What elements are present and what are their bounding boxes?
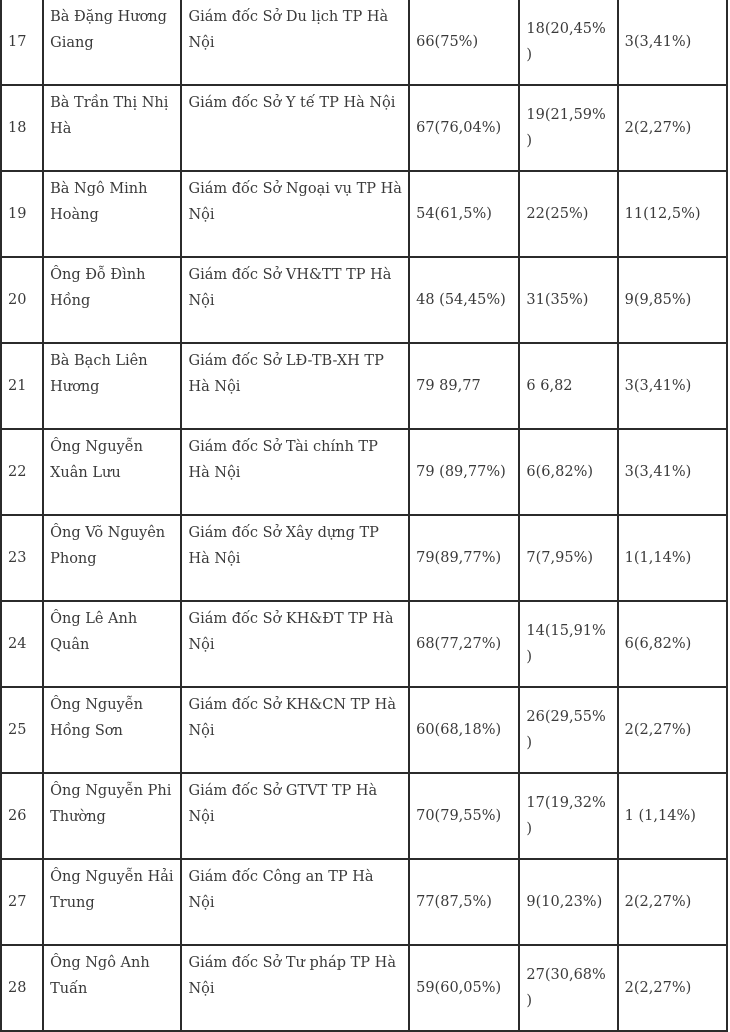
official-position: Giám đốc Sở Ngoại vụ TP Hà Nội <box>181 171 409 257</box>
vote-low-confidence: 6(6,82%) <box>618 601 727 687</box>
table-row <box>1 0 727 85</box>
vote-low-confidence: 3(3,41%) <box>618 343 727 429</box>
official-position: Giám đốc Sở Y tế TP Hà Nội <box>181 85 409 171</box>
vote-high-confidence: 68(77,27%) <box>409 601 519 687</box>
results-table-body <box>1 0 727 1031</box>
official-name: Ông Nguyễn Phi Thường <box>43 773 181 859</box>
vote-high-confidence: 79 (89,77%) <box>409 429 519 515</box>
row-number: 20 <box>1 257 43 343</box>
table-row <box>1 601 727 687</box>
official-position: Giám đốc Sở LĐ-TB-XH TP Hà Nội <box>181 343 409 429</box>
vote-confidence: 22(25%) <box>519 171 617 257</box>
vote-confidence: 19(21,59%) <box>519 85 617 171</box>
official-position: Giám đốc Công an TP Hà Nội <box>181 859 409 945</box>
official-name: Bà Bạch Liên Hương <box>43 343 181 429</box>
vote-confidence: 27(30,68%) <box>519 945 617 1031</box>
vote-low-confidence: 11(12,5%) <box>618 171 727 257</box>
official-name: Ông Nguyễn Xuân Lưu <box>43 429 181 515</box>
vote-high-confidence: 54(61,5%) <box>409 171 519 257</box>
row-number: 26 <box>1 773 43 859</box>
vote-confidence: 14(15,91%) <box>519 601 617 687</box>
official-name: Ông Nguyễn Hải Trung <box>43 859 181 945</box>
official-position: Giám đốc Sở Tư pháp TP Hà Nội <box>181 945 409 1031</box>
vote-confidence: 31(35%) <box>519 257 617 343</box>
official-name: Ông Lê Anh Quân <box>43 601 181 687</box>
vote-confidence: 6 6,82 <box>519 343 617 429</box>
official-name: Bà Đặng Hương Giang <box>43 0 181 85</box>
official-name: Ông Nguyễn Hồng Sơn <box>43 687 181 773</box>
official-position: Giám đốc Sở Tài chính TP Hà Nội <box>181 429 409 515</box>
vote-low-confidence: 2(2,27%) <box>618 945 727 1031</box>
official-position: Giám đốc Sở GTVT TP Hà Nội <box>181 773 409 859</box>
table-row <box>1 773 727 859</box>
vote-confidence: 6(6,82%) <box>519 429 617 515</box>
vote-high-confidence: 60(68,18%) <box>409 687 519 773</box>
vote-high-confidence: 77(87,5%) <box>409 859 519 945</box>
vote-confidence: 26(29,55%) <box>519 687 617 773</box>
official-position: Giám đốc Sở VH&TT TP Hà Nội <box>181 257 409 343</box>
table-row <box>1 171 727 257</box>
official-position: Giám đốc Sở KH&CN TP Hà Nội <box>181 687 409 773</box>
vote-confidence: 18(20,45%) <box>519 0 617 85</box>
vote-high-confidence: 66(75%) <box>409 0 519 85</box>
row-number: 19 <box>1 171 43 257</box>
official-position: Giám đốc Sở KH&ĐT TP Hà Nội <box>181 601 409 687</box>
vote-high-confidence: 79(89,77%) <box>409 515 519 601</box>
table-row <box>1 945 727 1031</box>
vote-high-confidence: 70(79,55%) <box>409 773 519 859</box>
row-number: 17 <box>1 0 43 85</box>
vote-low-confidence: 2(2,27%) <box>618 687 727 773</box>
vote-high-confidence: 67(76,04%) <box>409 85 519 171</box>
vote-low-confidence: 3(3,41%) <box>618 0 727 85</box>
vote-confidence: 9(10,23%) <box>519 859 617 945</box>
table-row <box>1 859 727 945</box>
table-row <box>1 687 727 773</box>
vote-low-confidence: 9(9,85%) <box>618 257 727 343</box>
official-name: Ông Đỗ Đình Hồng <box>43 257 181 343</box>
vote-low-confidence: 3(3,41%) <box>618 429 727 515</box>
row-number: 18 <box>1 85 43 171</box>
official-position: Giám đốc Sở Xây dựng TP Hà Nội <box>181 515 409 601</box>
official-name: Ông Võ Nguyên Phong <box>43 515 181 601</box>
table-row <box>1 343 727 429</box>
table-row <box>1 257 727 343</box>
vote-high-confidence: 79 89,77 <box>409 343 519 429</box>
table-row <box>1 429 727 515</box>
row-number: 23 <box>1 515 43 601</box>
official-name: Bà Ngô Minh Hoàng <box>43 171 181 257</box>
vote-confidence: 7(7,95%) <box>519 515 617 601</box>
row-number: 27 <box>1 859 43 945</box>
row-number: 24 <box>1 601 43 687</box>
official-name: Ông Ngô Anh Tuấn <box>43 945 181 1031</box>
official-position: Giám đốc Sở Du lịch TP Hà Nội <box>181 0 409 85</box>
vote-low-confidence: 2(2,27%) <box>618 85 727 171</box>
vote-high-confidence: 59(60,05%) <box>409 945 519 1031</box>
table-row <box>1 515 727 601</box>
vote-low-confidence: 1(1,14%) <box>618 515 727 601</box>
official-name: Bà Trần Thị Nhị Hà <box>43 85 181 171</box>
vote-high-confidence: 48 (54,45%) <box>409 257 519 343</box>
vote-low-confidence: 2(2,27%) <box>618 859 727 945</box>
vote-confidence: 17(19,32%) <box>519 773 617 859</box>
table-row <box>1 85 727 171</box>
row-number: 25 <box>1 687 43 773</box>
row-number: 28 <box>1 945 43 1031</box>
vote-low-confidence: 1 (1,14%) <box>618 773 727 859</box>
row-number: 21 <box>1 343 43 429</box>
row-number: 22 <box>1 429 43 515</box>
